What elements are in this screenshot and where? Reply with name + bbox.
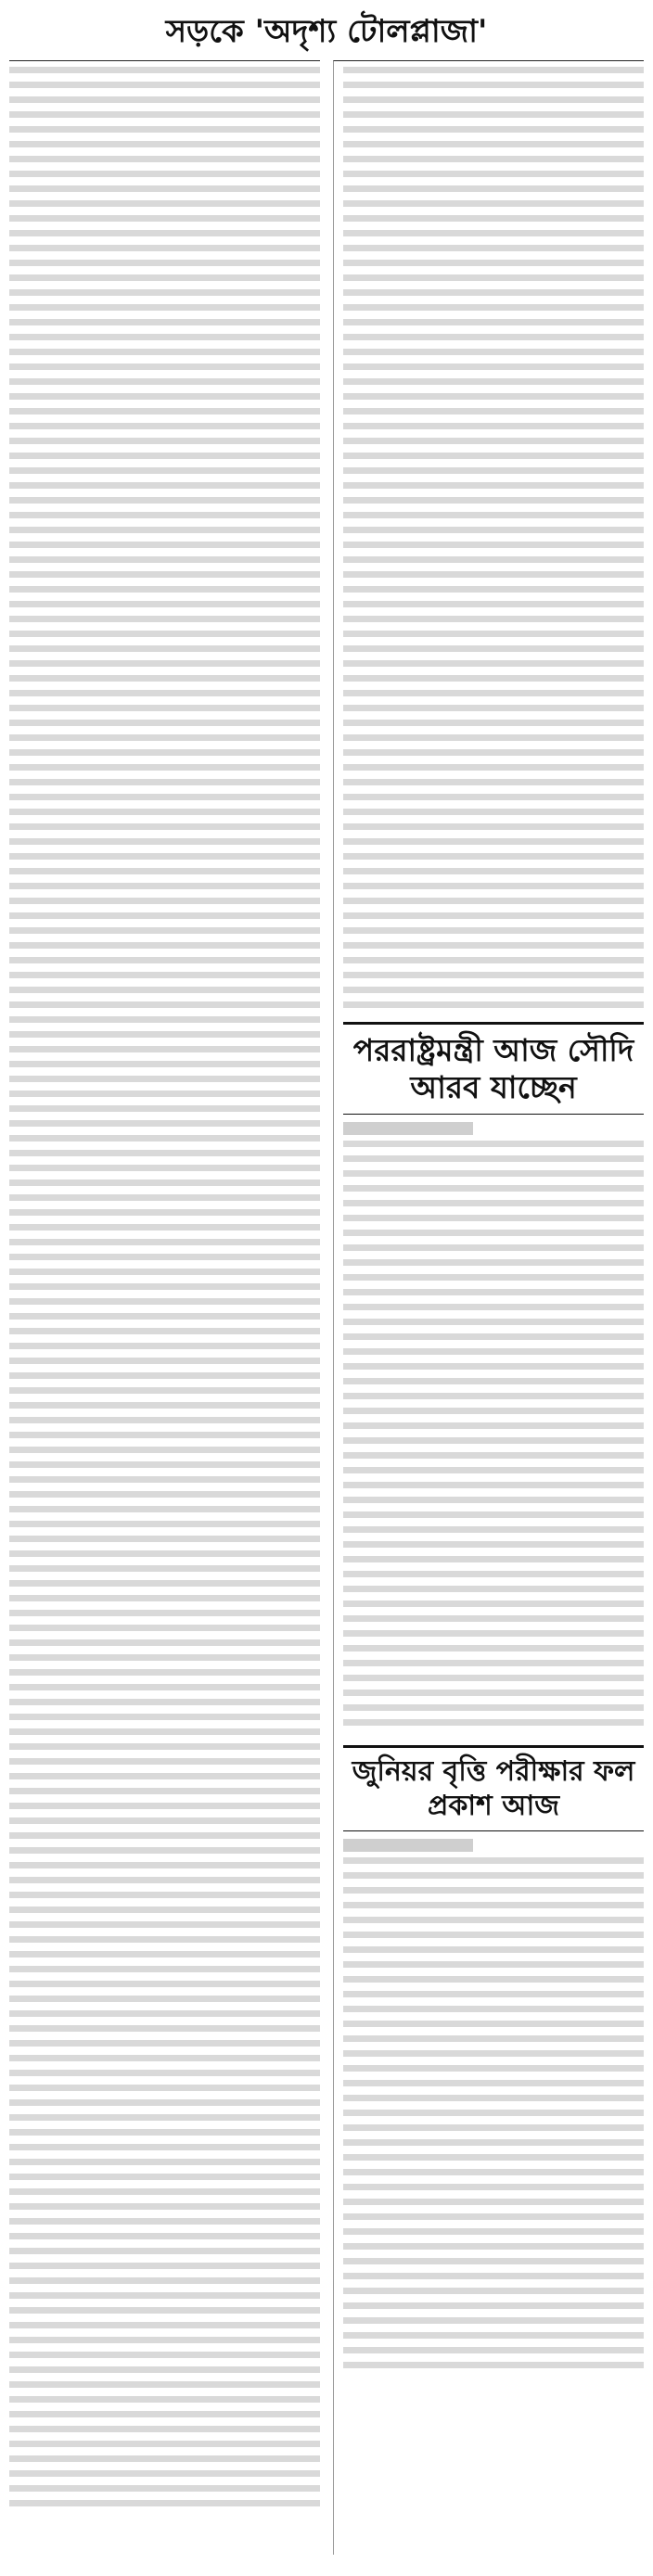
second-article-byline-placeholder (343, 1122, 473, 1135)
third-article-body-placeholder (343, 1857, 644, 2377)
main-article-headline: সড়কে 'অদৃশ্য টোলপ্লাজা' (165, 13, 488, 50)
third-article-headline: জুনিয়র বৃত্তি পরীক্ষার ফল প্রকাশ আজ (343, 1745, 644, 1831)
second-article-headline: পররাষ্ট্রমন্ত্রী আজ সৌদি আরব যাচ্ছেন (343, 1022, 644, 1116)
right-column (333, 60, 644, 2555)
third-article-byline-placeholder (343, 1839, 473, 1852)
second-article-body-placeholder (343, 1141, 644, 1734)
main-article-body-placeholder (9, 67, 320, 2515)
main-article-continued-placeholder (343, 67, 644, 1013)
article-columns (9, 60, 644, 2555)
main-article-left-column (9, 60, 320, 2555)
